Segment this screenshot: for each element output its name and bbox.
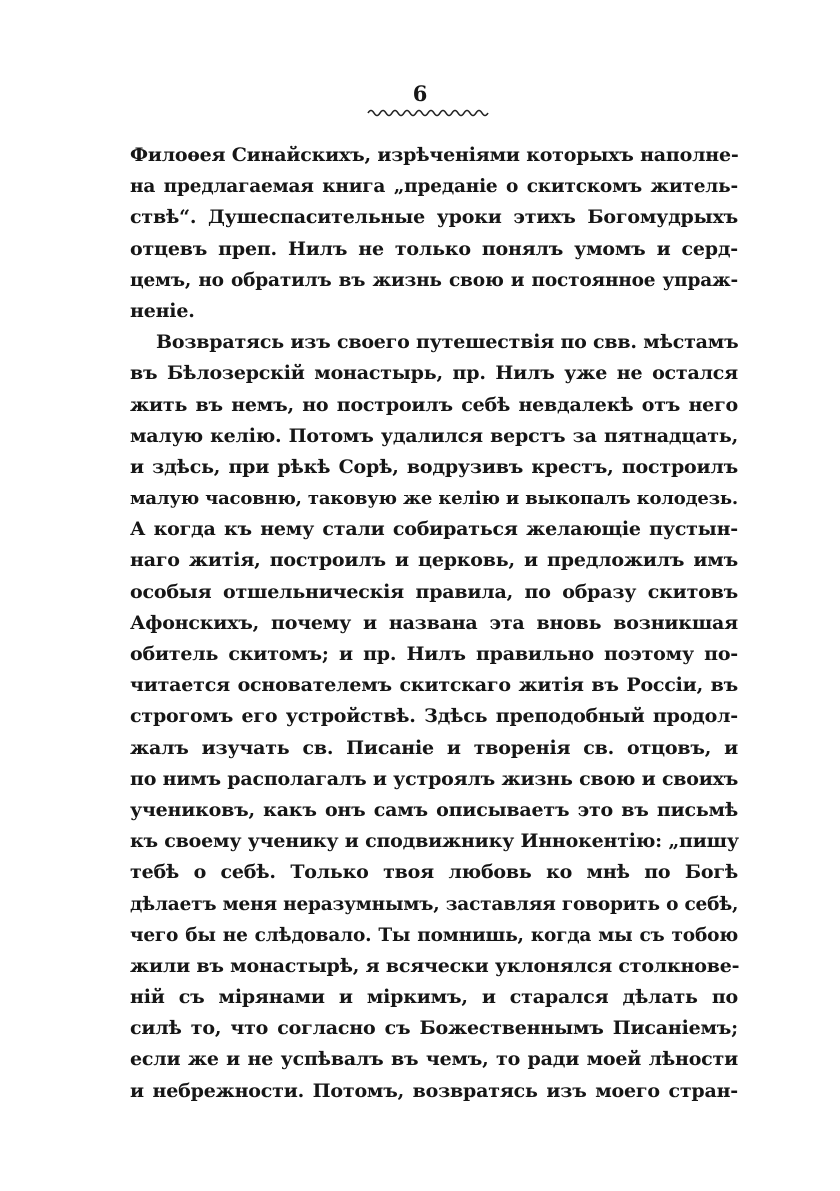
text-line: чего бы не слѣдовало. Ты помнишь, когда мы съ тобою <box>130 924 738 946</box>
text-line: Афонскихъ, почему и названа эта вновь возникшая <box>130 611 738 634</box>
text-line: по нимъ располагалъ и устроялъ жизнь свою и своихъ <box>130 767 739 790</box>
wavy-ornament-icon <box>366 107 490 119</box>
text-line: къ своему ученику и сподвижнику Иннокентію: „пишу <box>130 830 739 853</box>
text-line: малую часовню, таковую же келію и выкопалъ колодезь. <box>130 488 738 510</box>
text-line: наго житія, построилъ и церковь, и предложилъ имъ <box>130 549 738 572</box>
text-line: силѣ то, что согласно съ Божественнымъ Писаніемъ; <box>130 1017 738 1040</box>
text-line: на предлагаемая книга „преданіе о скитскомъ житель- <box>130 176 738 198</box>
text-line: Возвратясь изъ своего путешествія по свв. мѣстамъ <box>156 331 739 354</box>
text-line: отцевъ преп. Нилъ не только понялъ умомъ и серд- <box>130 237 738 260</box>
text-line: строгомъ его устройствѣ. Здѣсь преподобный продол- <box>130 705 738 728</box>
text-line: читается основателемъ скитскаго житія въ Россіи, въ <box>130 674 738 697</box>
text-line: и здѣсь, при рѣкѣ Сорѣ, водрузивъ крестъ, построилъ <box>130 455 738 478</box>
text-line: А когда къ нему стали собираться желающіе пустын- <box>130 518 738 541</box>
text-line: жили въ монастырѣ, я всячески уклонялся столкнове- <box>130 954 740 977</box>
text-line: ствѣ“. Душеспасительные уроки этихъ Богомудрыхъ <box>130 206 738 229</box>
text-line: тебѣ о себѣ. Только твоя любовь ко мнѣ по Богѣ <box>130 861 738 884</box>
page-text <box>130 140 738 1107</box>
text-line: цемъ, но обратилъ въ жизнь свою и постоянное упраж- <box>130 269 738 291</box>
text-line: жалъ изучать св. Писаніе и творенія св. отцовъ, и <box>130 736 738 759</box>
text-line: ній съ мірянами и міркимъ, и старался дѣлать по <box>130 986 738 1009</box>
page-number: 6 <box>412 81 428 106</box>
text-line: жить въ немъ, но построилъ себѣ невдалекѣ отъ него <box>130 393 738 416</box>
text-line: неніе. <box>130 299 195 322</box>
text-line: обитель скитомъ; и пр. Нилъ правильно поэтому по- <box>130 643 738 665</box>
text-line: Филоѳея Синайскихъ, изрѣченіями которыхъ наполне- <box>130 144 739 166</box>
text-line: дѣлаетъ меня неразумнымъ, заставляя говорить о себѣ, <box>130 893 739 915</box>
text-line: учениковъ, какъ онъ самъ описываетъ это въ письмѣ <box>130 798 738 821</box>
text-line: если же и не успѣвалъ въ чемъ, то ради моей лѣности <box>130 1048 738 1071</box>
text-line: особыя отшельническія правила, по образу скитовъ <box>130 580 738 603</box>
text-line: малую келію. Потомъ удалился верстъ за пятнадцать, <box>130 424 738 447</box>
text-line: и небрежности. Потомъ, возвратясь изъ моего стран- <box>130 1079 738 1102</box>
text-line: въ Бѣлозерскій монастырь, пр. Нилъ уже не остался <box>130 362 738 385</box>
